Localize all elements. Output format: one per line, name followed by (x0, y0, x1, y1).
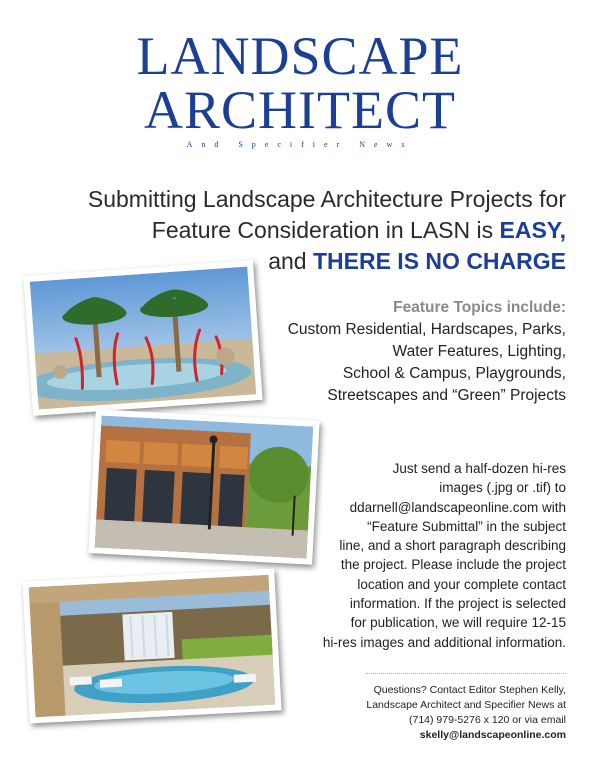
contact-block (306, 683, 566, 743)
instructions-line: line, and a short paragraph describing (339, 538, 566, 554)
headline-line2-text: Feature Consideration in LASN is (151, 217, 500, 243)
headline-line3-text: and (268, 248, 313, 274)
instructions-line: ddarnell@landscapeonline.com with (349, 499, 566, 515)
photo-pool-waterfall (22, 569, 281, 724)
contact-line: Questions? Contact Editor Stephen Kelly, (373, 684, 566, 696)
masthead-logo (0, 26, 600, 152)
instructions-line: Just send a half-dozen hi-res (392, 461, 566, 476)
dotted-divider (366, 673, 566, 674)
instructions-line: “Feature Submittal” in the subject (367, 518, 566, 534)
contact-email-link[interactable]: skelly@landscapeonline.com (419, 729, 566, 741)
feature-topics-line: Custom Residential, Hardscapes, Parks, (287, 321, 566, 338)
headline-line2 (46, 215, 566, 246)
headline-line1: Submitting Landscape Architecture Projects for (87, 186, 566, 212)
instructions-line: hi-res images and additional information. (322, 634, 566, 650)
contact-line: Landscape Architect and Specifier News at (366, 699, 566, 711)
feature-topics-line: Streetscapes and “Green” Projects (327, 387, 566, 404)
feature-topics-heading: Feature Topics include: (393, 299, 566, 316)
masthead-title-line2: ARCHITECT (144, 80, 456, 140)
headline-emphasis-easy: EASY, (499, 217, 566, 243)
feature-topics-line: School & Campus, Playgrounds, (342, 365, 566, 382)
headline-emphasis-no-charge: THERE IS NO CHARGE (312, 248, 566, 274)
photo-fountain-plaza (23, 260, 262, 416)
photo-storefront-streetscape (88, 409, 319, 565)
contact-line: (714) 979-5276 x 120 or via email (408, 714, 566, 726)
headline (46, 184, 566, 277)
masthead-title-line1: LANDSCAPE (136, 26, 464, 86)
instructions-line: images (.jpg or .tif) to (439, 480, 566, 496)
feature-topics-line: Water Features, Lighting, (392, 343, 566, 360)
instructions-line: the project. Please include the project (340, 557, 566, 573)
feature-topics (246, 297, 566, 407)
instructions-line: information. If the project is selected (349, 596, 566, 612)
instructions-line: for publication, we will require 12-15 (350, 615, 566, 631)
masthead-subtitle: And Specifier News (186, 140, 414, 149)
instructions-line: location and your complete contact (357, 576, 566, 592)
submission-instructions (296, 459, 566, 652)
